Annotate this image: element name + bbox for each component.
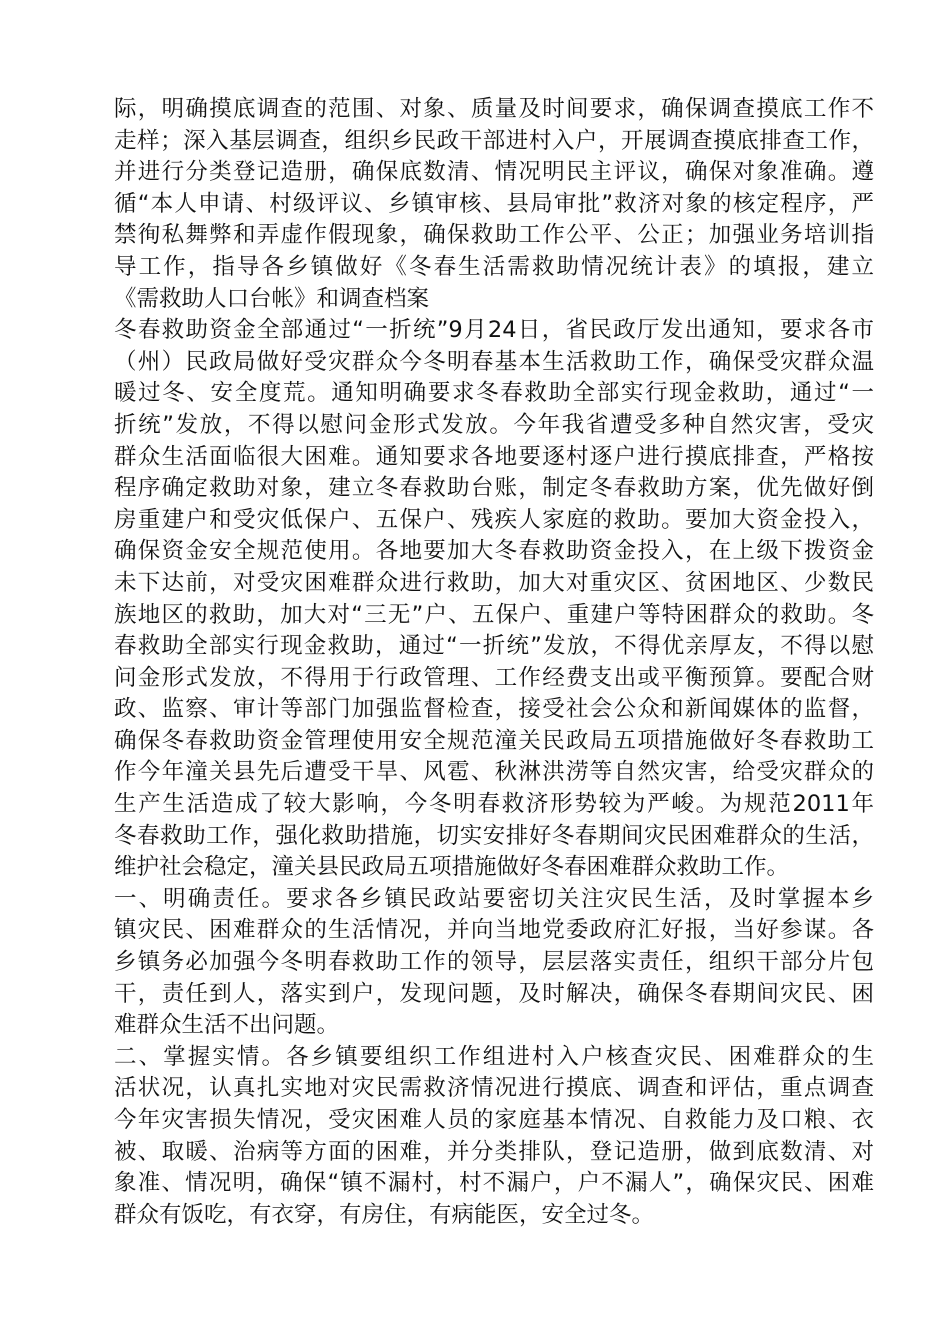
text-line: 镇灾民、困难群众的生活情况，并向当地党委政府汇好报，当好参谋。各: [114, 917, 874, 944]
text-line: 难群众生活不出问题。: [114, 1012, 340, 1039]
text-line: 冬春救助工作，强化救助措施，切实安排好冬春期间灾民困难群众的生活，: [114, 822, 874, 849]
text-line: 二、掌握实情。各乡镇要组织工作组进村入户核查灾民、困难群众的生: [114, 1043, 874, 1070]
document-body: [114, 94, 874, 1231]
text-line: 被、取暖、治病等方面的困难，并分类排队，登记造册，做到底数清、对: [114, 1138, 874, 1165]
text-line: 程序确定救助对象，建立冬春救助台账，制定冬春救助方案，优先做好倒: [114, 475, 874, 502]
text-line: 未下达前，对受灾困难群众进行救助，加大对重灾区、贫困地区、少数民: [114, 569, 874, 596]
text-line: 政、监察、审计等部门加强监督检查，接受社会公众和新闻媒体的监督，: [114, 696, 874, 723]
text-line: 走样；深入基层调查，组织乡民政干部进村入户，开展调查摸底排查工作，: [114, 127, 874, 154]
text-line: 群众生活面临很大困难。通知要求各地要逐村逐户进行摸底排查，严格按: [114, 443, 874, 470]
text-line: 冬春救助资金全部通过“一折统”9月24日，省民政厅发出通知，要求各市: [114, 317, 874, 344]
text-line: 暖过冬、安全度荒。通知明确要求冬春救助全部实行现金救助，通过“一: [114, 380, 874, 407]
text-line: 导工作，指导各乡镇做好《冬春生活需救助情况统计表》的填报，建立: [114, 253, 874, 280]
text-line: 一、明确责任。要求各乡镇民政站要密切关注灾民生活，及时掌握本乡: [114, 885, 874, 912]
text-line: 活状况，认真扎实地对灾民需救济情况进行摸底、调查和评估，重点调查: [114, 1075, 874, 1102]
text-line: 群众有饭吃，有衣穿，有房住，有病能医，安全过冬。: [114, 1201, 655, 1228]
text-line: 循“本人申请、村级评议、乡镇审核、县局审批”救济对象的核定程序，严: [114, 190, 874, 217]
text-line: 折统”发放，不得以慰问金形式发放。今年我省遭受多种自然灾害，受灾: [114, 411, 874, 438]
text-line: 房重建户和受灾低保户、五保户、残疾人家庭的救助。要加大资金投入，: [114, 506, 874, 533]
text-line: （州）民政局做好受灾群众今冬明春基本生活救助工作，确保受灾群众温: [114, 348, 874, 375]
text-line: 确保资金安全规范使用。各地要加大冬春救助资金投入，在上级下拨资金: [114, 538, 874, 565]
text-line: 象准、情况明，确保“镇不漏村，村不漏户，户不漏人”，确保灾民、困难: [114, 1170, 874, 1197]
text-line: 春救助全部实行现金救助，通过“一折统”发放，不得优亲厚友，不得以慰: [114, 633, 874, 660]
text-line: 《需救助人口台帐》和调查档案: [114, 285, 430, 312]
text-line: 乡镇务必加强今冬明春救助工作的领导，层层落实责任，组织干部分片包: [114, 949, 874, 976]
text-line: 干，责任到人，落实到户，发现问题，及时解决，确保冬春期间灾民、困: [114, 980, 874, 1007]
text-line: 生产生活造成了较大影响，今冬明春救济形势较为严峻。为规范2011年: [114, 791, 874, 818]
text-line: 并进行分类登记造册，确保底数清、情况明民主评议，确保对象准确。遵: [114, 159, 874, 186]
text-line: 维护社会稳定，潼关县民政局五项措施做好冬春困难群众救助工作。: [114, 854, 790, 881]
text-line: 问金形式发放，不得用于行政管理、工作经费支出或平衡预算。要配合财: [114, 664, 874, 691]
text-line: 禁徇私舞弊和弄虚作假现象，确保救助工作公平、公正；加强业务培训指: [114, 222, 874, 249]
text-line: 族地区的救助，加大对“三无”户、五保户、重建户等特困群众的救助。冬: [114, 601, 874, 628]
text-line: 确保冬春救助资金管理使用安全规范潼关民政局五项措施做好冬春救助工: [114, 727, 874, 754]
text-line: 今年灾害损失情况，受灾困难人员的家庭基本情况、自救能力及口粮、衣: [114, 1107, 874, 1133]
text-line: 际，明确摸底调查的范围、对象、质量及时间要求，确保调查摸底工作不: [114, 96, 874, 122]
text-line: 作今年潼关县先后遭受干旱、风雹、秋淋洪涝等自然灾害，给受灾群众的: [114, 759, 874, 786]
